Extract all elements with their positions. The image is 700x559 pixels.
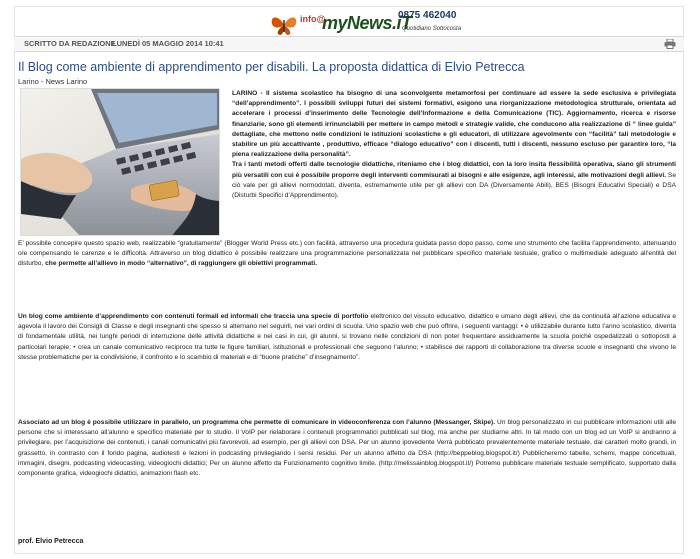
article-date: LUNEDÌ 05 MAGGIO 2014 10:41 bbox=[112, 39, 224, 48]
portfolio-lead: Un blog come ambiente d’apprendimento con contenuti formali ed informali che traccia una specie di portfolio bbox=[18, 313, 369, 320]
article-author: SCRITTO DA REDAZIONE bbox=[24, 39, 116, 48]
butterfly-icon bbox=[270, 12, 298, 38]
paragraph-webspace bbox=[18, 239, 676, 270]
article-signature: prof. Elvio Petrecca bbox=[18, 538, 84, 545]
intro-lead: LARINO - Il sistema scolastico ha bisogno di una sconvolgente metamorfosi per continuare ad essere la sede esclusiva e privilegiata “dell’apprendimento”. I possibili sviluppi futuri dei sistemi formativi, esigono una riorganizzazione metodologica strutturale, orientata ad accelerare i processi d’inserimento delle Tecnologie dell’Informazione e della Comunicazione (TIC). Aggiornamento, ricerca e risorse finanziarie, sono gli elementi irrinunciabili per mettere in campo metodi e strategie valide, che conducono alla realizzazione di “ linee guida” dettagliate, che mettono nelle condizioni le istituzioni scolastiche e gli educatori, di utilizzare agevolmente con “facilità” tali metodologie e stabilire un più accattivante , produttivo, efficace “dialogo educativo” con i discenti, tutti i discenti, nessuno escluso per garantire loro, “la piena realizzazione della personalità”. bbox=[232, 90, 676, 159]
webspace-text: E’ possibile concepire questo spazio web, realizzabile “gratuitamente” (Blogger World Press etc.) con facilità, attraverso una procedura guidata passo dopo passo, come uno strumento che facilita l’apprendimento, attenuando o/e compensando le carenze e le difficoltà. Attraverso un blog didattico è possibile realizzare una programmazione personalizzata nel pubblicare specifico materiale testuale, grafico o multimediale adeguato all’entità del disturbo, bbox=[18, 240, 676, 268]
portfolio-text: elettronico del vissuto educativo, didattico e umano degli allievi, che da continuità all’azione educativa e agevola il lavoro dei Consigli di Classe e degli insegnanti che spesso si alternano nel seguirli, nei vari ordini di scuola. Uno spazio web che può offrire, i seguenti vantaggi: • è utilizzabile durante tutto l’anno scolastico, diventa di fondamentale utilità, nei lunghi periodi di interruzione delle attività didattiche e nei casi in cui, gli alunni, si trovano nelle condizioni di non poter frequentare assiduamente la scuola poiché ospedalizzati o sottoposti a particolari terapie; • crea un canale comunicativo reciproco tra tutte le figure familiari, istituzionali e professionali che seguono l’alunno; • stabilisce dei rapporti di collaborazione tra diverse scuole e insegnanti che vivono le stesse problematiche per la condivisione, il confronto e lo scambio di materiali e di “buone pratiche” d’insegnamento”. bbox=[18, 313, 676, 361]
article-photo bbox=[20, 88, 220, 236]
webspace-bold: che permette all’allievo in modo “alternativo”, di raggiungere gli obiettivi programmati. bbox=[45, 260, 317, 268]
paragraph-videoconference bbox=[18, 418, 676, 479]
logo-subtitle: Quotidiano Sottocosta bbox=[402, 26, 462, 32]
print-icon[interactable] bbox=[664, 39, 676, 49]
logo-wordmark: myNews.iT bbox=[322, 13, 412, 33]
article-title[interactable]: Il Blog come ambiente di apprendimento per disabili. La proposta didattica di Elvio Petrecca bbox=[18, 60, 525, 74]
videoconference-text: Un blog personalizzato in cui pubblicare informazioni utili alle persone che si interessano all’alunno e specifico materiale per lo studio. Il VoIP per rielaborare i contenuti programmatici pubblicati sul blog, ma anche per studiarne altri. In tal modo con un blog ed un VoIP si andranno a privilegiare, per l’acquisizione dei contenuti, i canali comunicativi più favorevoli, ad esempio, per gli allievi con DSA. Per un alunno ipovedente Verrà pubblicato prevalentemente materiale testuale, dai caratteri molto grandi, in grassetto, in contrasto con il fondo pagina, audiotesti e lezioni in podcasting privilegiando i sensi residui. Per un alunno affetto da DSA (http://beppeblog.blogspot.it/) Pubblicheremo tabelle, schemi, mappe concettuali, immagini, disegni, podcasting videocasting, videogiochi didattici; Per un alunno affetto da Funzionamento cognitivo limite. (http://melissainblog.blogspot.it/) Potremo pubblicare materiale testuale semplificato, supportato dalla componente grafica, videogiochi didattici, animazioni flash etc. bbox=[18, 419, 676, 478]
paragraph-portfolio bbox=[18, 312, 676, 363]
article-meta-bar bbox=[14, 36, 684, 52]
logo-info-text: info@ bbox=[300, 14, 326, 24]
paragraph-intro bbox=[232, 89, 676, 201]
article-section[interactable]: Larino - News Larino bbox=[18, 77, 88, 86]
intro-blogs: Tra i tanti metodi offerti dalle tecnologie didattiche, riteniamo che i blog didattici, con la loro insita flessibilità operativa, siano gli strumenti più versatili con cui è possibile proporre degli interventi commisurati ai bisogni e alle esigenze, agli interessi, alle motivazioni degli allievi. bbox=[232, 161, 676, 179]
videoconference-lead: Associato ad un blog è possibile utilizzare in parallelo, un programma che permette di comunicare in videoconferenza con l’alunno (Messanger, Skipe). bbox=[18, 419, 496, 426]
laptop-hands-image bbox=[21, 89, 220, 236]
intro-dsa: Se ciò vale per gli allievi normodotati, diventa, estremamente utile per gli allievi con DA (Diversamente Abili), BES (Bisogni Educativi Speciali) e DSA (Disturbi Specifici d’Apprendimento). bbox=[232, 171, 676, 200]
logo-phone: 0875 462040 bbox=[398, 10, 457, 21]
